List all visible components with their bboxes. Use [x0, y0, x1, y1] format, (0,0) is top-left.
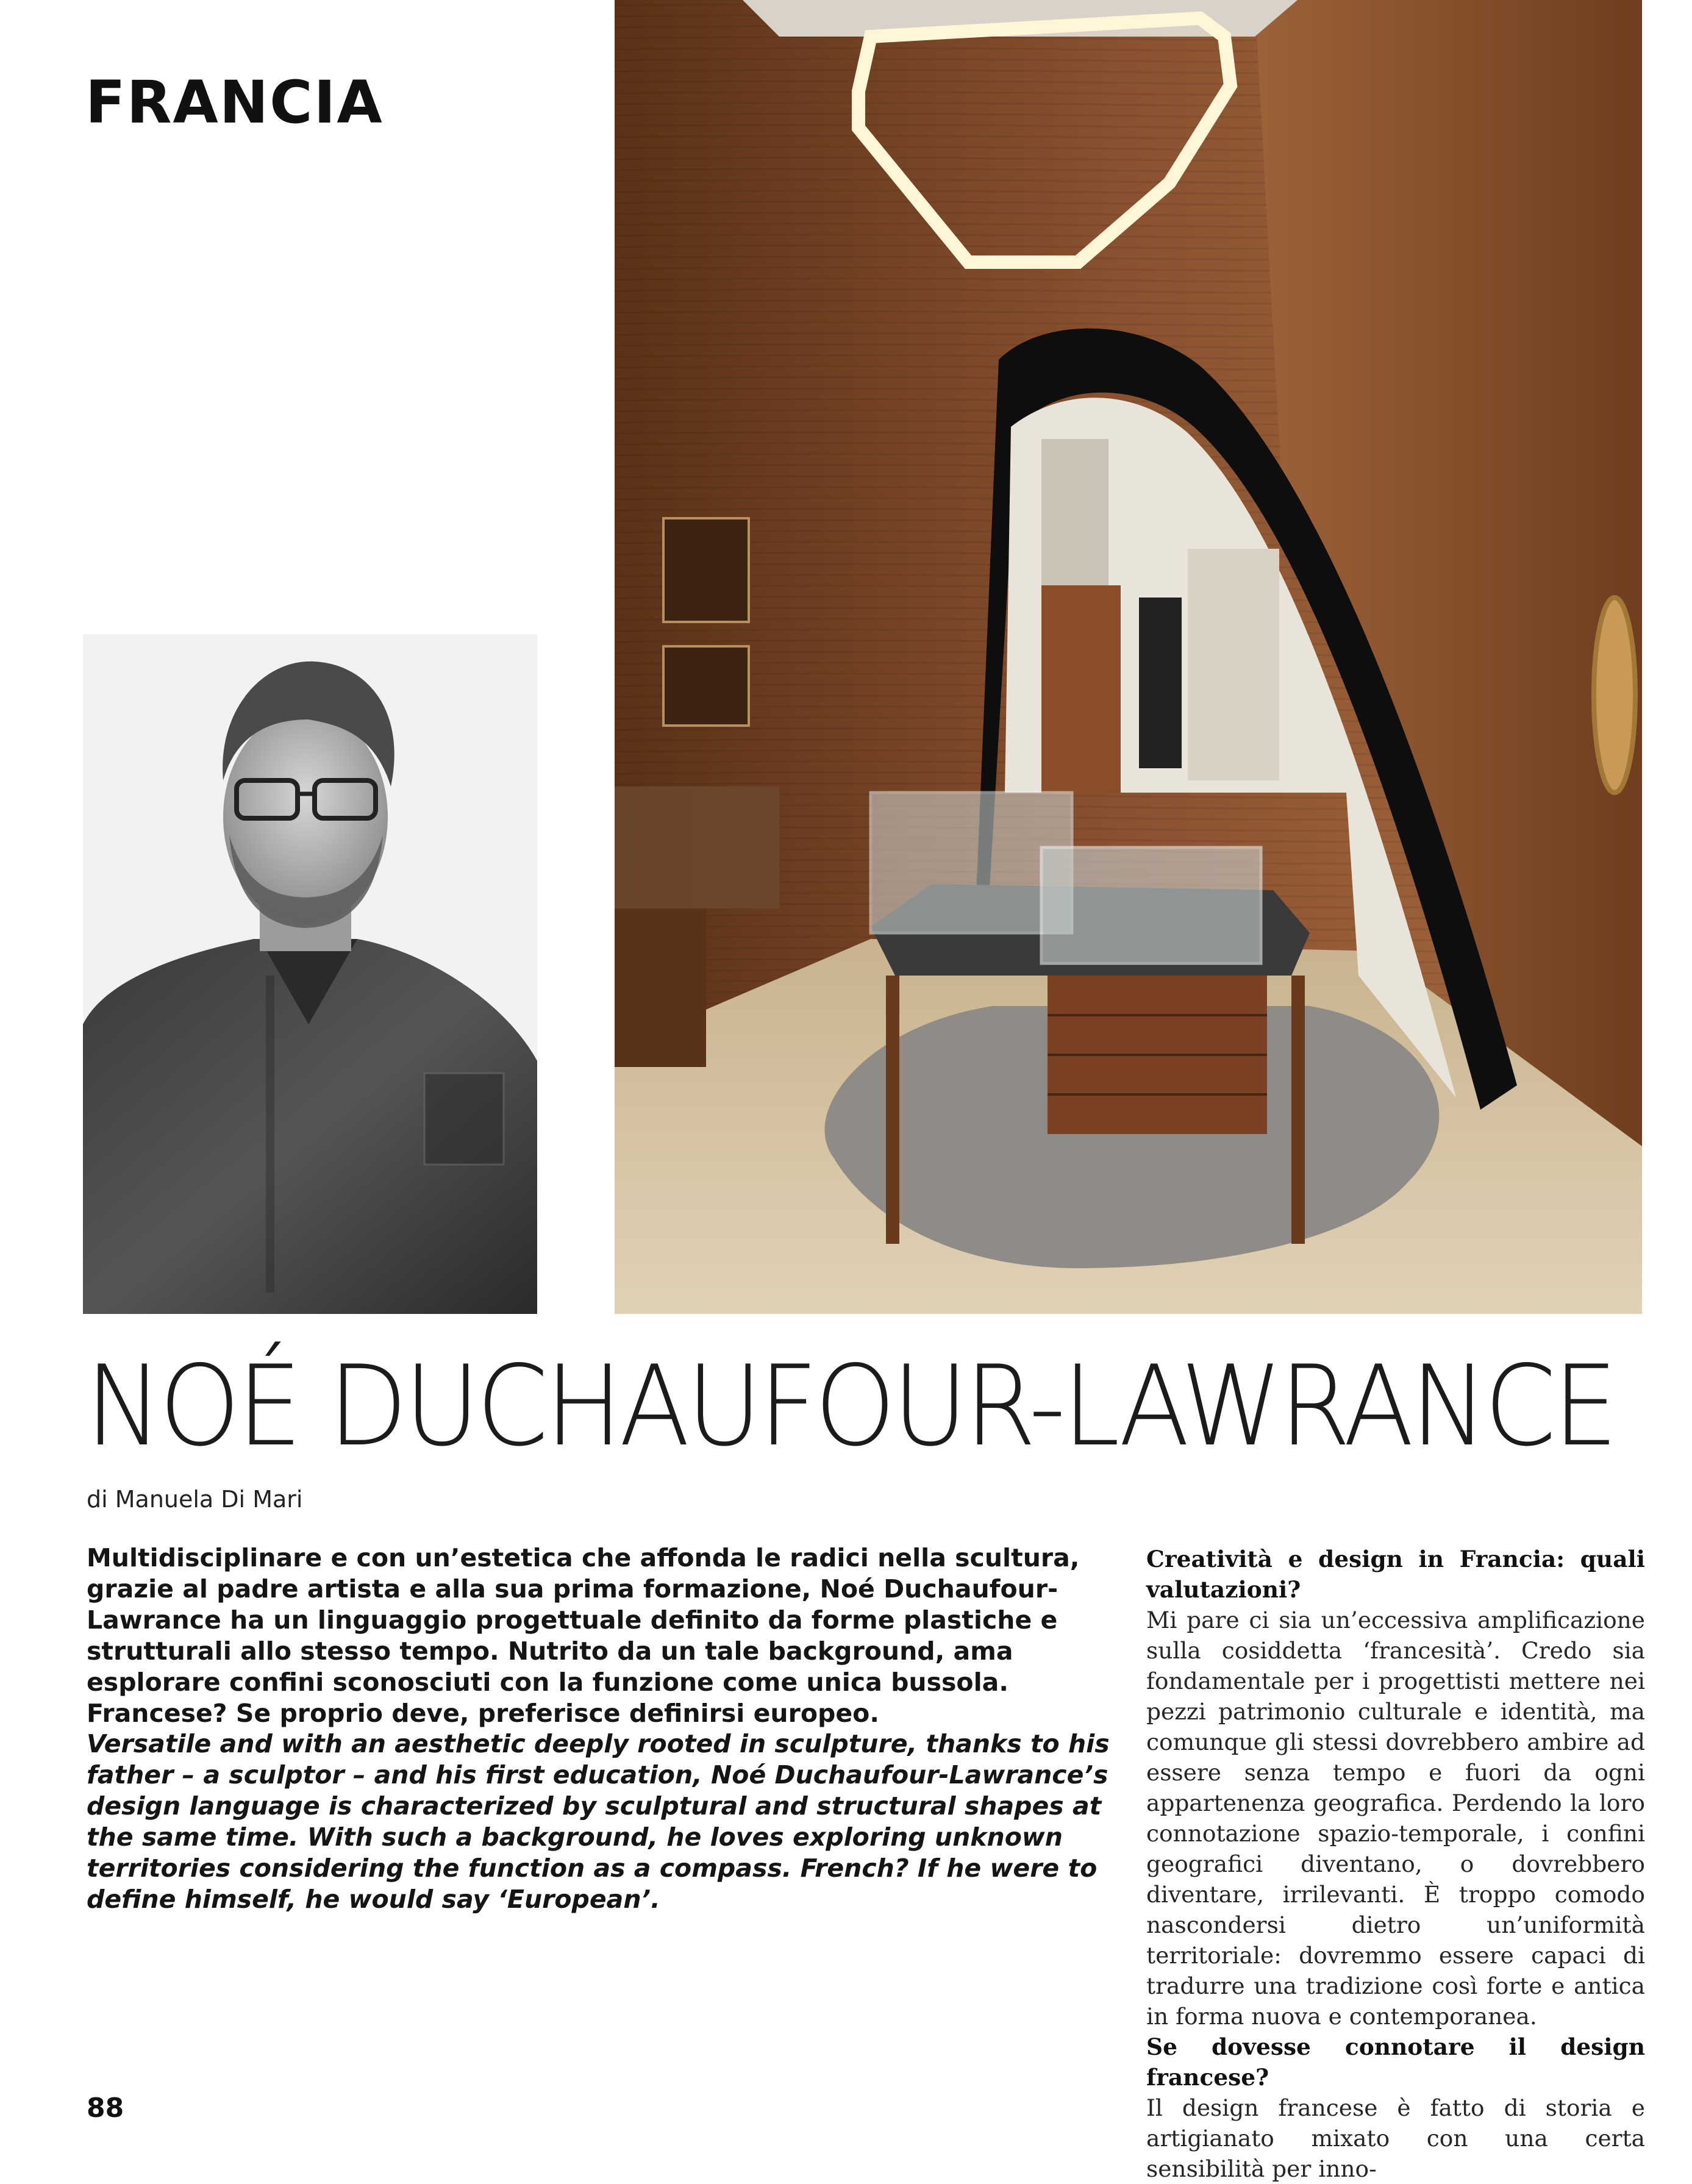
interview-answer: Il design francese è fatto di storia e artigianato mixato con una certa sensibilità per inno- [1146, 2094, 1645, 2182]
boutique-interior-photo [615, 0, 1642, 1314]
page-number: 88 [87, 2093, 124, 2124]
interview-answer: Mi pare ci sia un’eccessiva amplificazione sulla cosiddetta ‘francesità’. Credo sia fondamentale per i progettisti mettere nei pezzi patrimonio culturale e identità, ma comunque gli stessi dovrebbero ambire ad essere senza tempo e fuori da ogni appartenenza geografica. Perdendo la loro connotazione spazio-temporale, i confini geografici diventano, o dovrebbero diventare, irrilevanti. È troppo comodo nascondersi dietro un’uniformità territoriale: dovremmo essere capaci di tradurre una tradizione così forte e antica in forma nuova e contemporanea. [1146, 1607, 1645, 2030]
byline: di Manuela Di Mari [87, 1486, 303, 1513]
section-label: FRANCIA [85, 68, 384, 137]
article-title: NOÉ DUCHAUFOUR-LAWRANCE [85, 1341, 1615, 1471]
intro-english: Versatile and with an aesthetic deeply rooted in sculpture, thanks to his father – a sculptor – and his first education, Noé Duchaufour-Lawrance’s design language is characterized by sculptural and structural shapes at the same time. With such a background, he loves exploring unknown territories considering the function as a compass. French? If he were to define himself, he would say ‘European’. [87, 1729, 1110, 1914]
intro-italian: Multidisciplinare e con un’estetica che affonda le radici nella scultura, grazie al padre artista e alla sua prima formazione, Noé Duchaufour-Lawrance ha un linguaggio progettuale definito da forme plastiche e strutturali allo stesso tempo. Nutrito da un tale background, ama esplorare confini sconosciuti con la funzione come unica bussola. Francese? Se proprio deve, preferisce definirsi europeo. [87, 1543, 1080, 1728]
interview-question: Creatività e design in Francia: quali valutazioni? [1146, 1546, 1645, 1603]
interview-column [1146, 1544, 1645, 2184]
interview-question: Se dovesse connotare il design francese? [1146, 2033, 1645, 2091]
designer-portrait-photo [83, 634, 537, 1314]
